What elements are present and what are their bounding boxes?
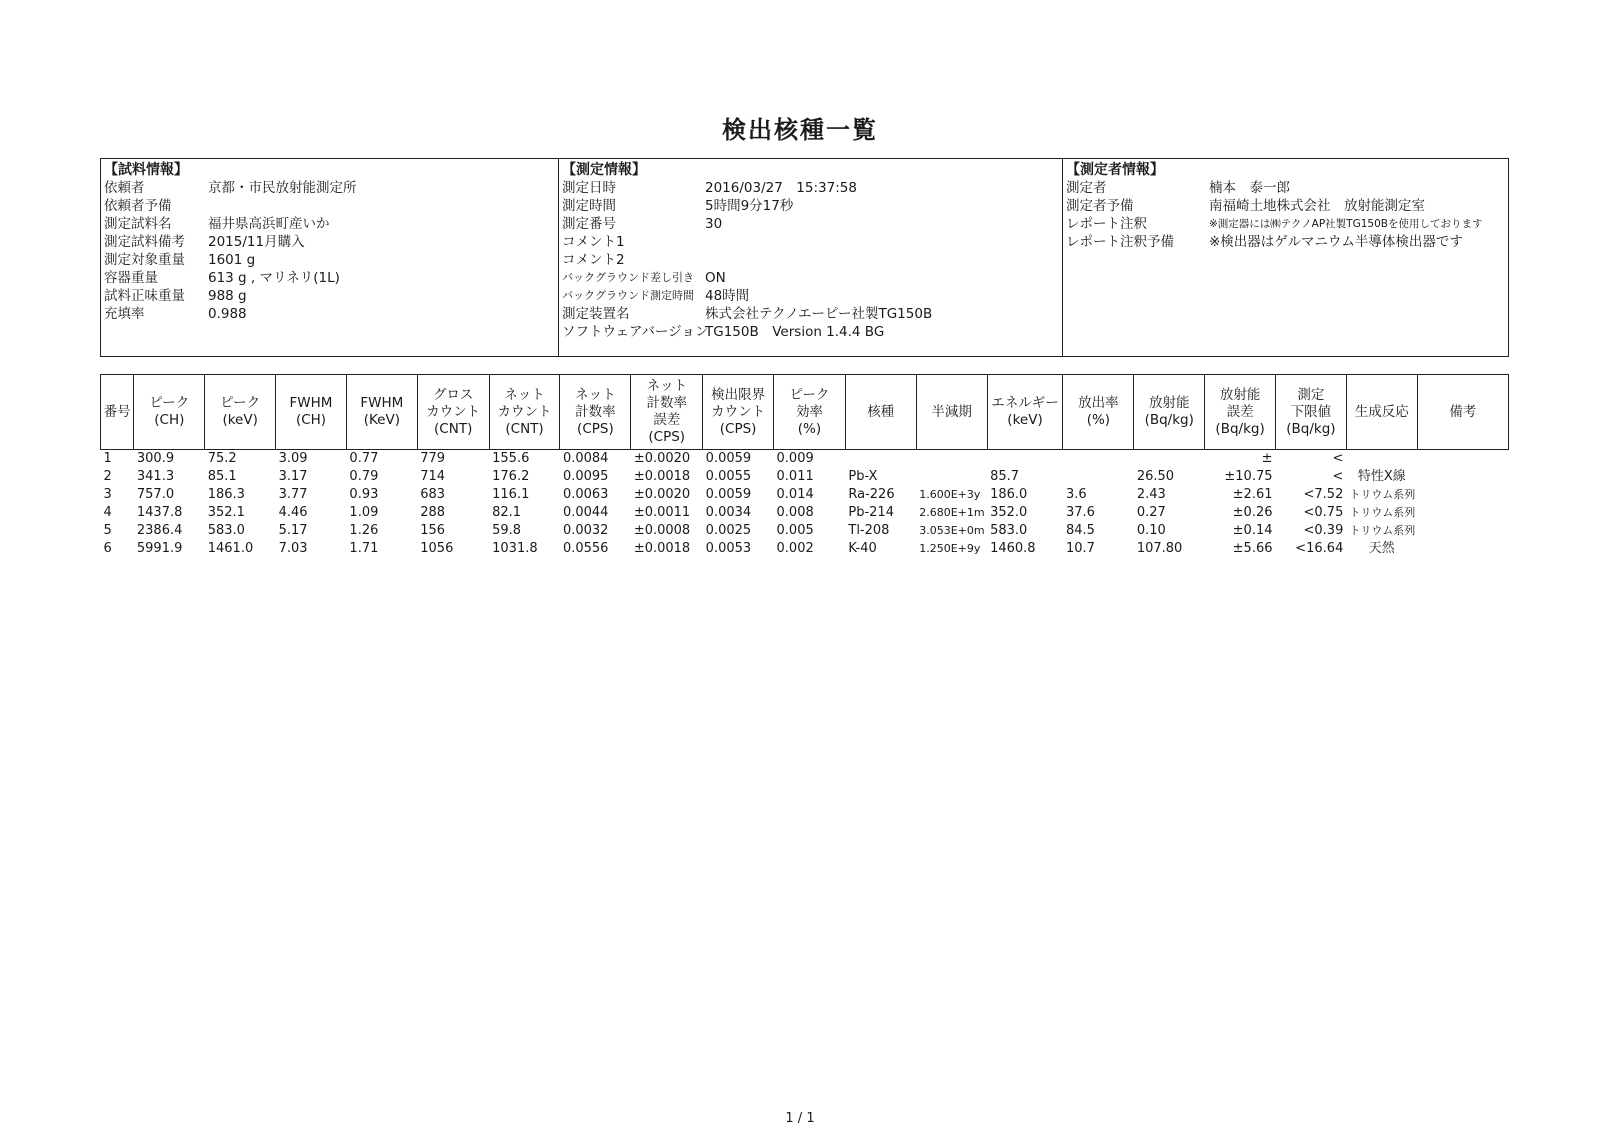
operator-info-heading: 【測定者情報】 (1066, 162, 1164, 178)
column-header: FWHM (CH) (276, 375, 347, 450)
nuclide-table (100, 374, 1509, 558)
field-value: 南福崎土地株式会社 放射能測定室 (1209, 198, 1425, 214)
table-cell (1417, 540, 1508, 558)
table-cell: 4 (103, 505, 112, 520)
table-cell: ±0.0011 (633, 505, 691, 520)
field-value: ※検出器はゲルマニウム半導体検出器です (1209, 234, 1463, 250)
table-cell: トリウム系列 (1349, 506, 1416, 519)
field-value: 株式会社テクノエーピー社製TG150B (705, 306, 933, 322)
field-value: 988 g (208, 288, 247, 304)
page-title: 検出核種一覧 (722, 116, 878, 144)
table-cell: 1.26 (349, 523, 379, 538)
table-cell: 7.03 (278, 541, 308, 556)
sample-info-row (104, 305, 555, 323)
table-cell: 0.0044 (562, 505, 609, 520)
table-cell: 156 (420, 523, 446, 538)
field-value: 福井県高浜町産いか (208, 216, 330, 232)
table-cell: 300.9 (136, 451, 175, 466)
measurement-info-section (558, 159, 1062, 356)
table-cell: 1460.8 (990, 541, 1036, 556)
table-row (101, 486, 1509, 504)
table-cell: ±0.0018 (633, 541, 691, 556)
measurement-info-row (562, 197, 1059, 215)
table-cell: <0.75 (1303, 505, 1344, 520)
measurement-info-row (562, 323, 1059, 341)
field-value: TG150B Version 1.4.4 BG (705, 324, 885, 340)
table-cell: 683 (420, 487, 446, 502)
column-header: ネット 計数率 誤差 (CPS) (631, 375, 703, 450)
field-label: 依頼者 (104, 180, 145, 196)
table-cell: 3.053E+0m (919, 524, 985, 537)
table-cell: 0.93 (349, 487, 379, 502)
field-value: 613 g , マリネリ(1L) (208, 270, 340, 286)
table-cell (1417, 504, 1508, 522)
table-cell (1063, 450, 1134, 469)
table-cell: トリウム系列 (1349, 488, 1416, 501)
column-header: 放射能 誤差 (Bq/kg) (1205, 375, 1276, 450)
field-label: 測定者予備 (1066, 198, 1134, 214)
table-cell: Tl-208 (848, 523, 890, 538)
table-cell: 84.5 (1065, 523, 1095, 538)
table-cell: 0.002 (776, 541, 814, 556)
table-cell: ±0.0018 (633, 469, 691, 484)
measurement-info-heading: 【測定情報】 (562, 162, 646, 178)
operator-info-row (1066, 233, 1505, 251)
table-cell: 714 (420, 469, 446, 484)
field-value: 1601 g (208, 252, 256, 268)
table-cell: 3.17 (278, 469, 308, 484)
field-label: 測定対象重量 (104, 252, 185, 268)
table-cell: 0.0556 (562, 541, 609, 556)
table-cell: 186.0 (990, 487, 1028, 502)
table-cell: 1.600E+3y (919, 488, 981, 501)
table-cell: ±0.0020 (633, 487, 691, 502)
operator-info-rows (1066, 179, 1505, 251)
table-row (101, 468, 1509, 486)
table-cell: 0.005 (776, 523, 814, 538)
column-header: 番号 (101, 375, 134, 450)
table-cell: 107.80 (1136, 541, 1183, 556)
sample-info-rows (104, 179, 555, 323)
field-label: 測定時間 (562, 198, 616, 214)
table-cell: 1437.8 (136, 505, 183, 520)
table-cell: 0.014 (776, 487, 814, 502)
table-cell: 特性X線 (1357, 469, 1406, 484)
column-header: ピーク (CH) (134, 375, 205, 450)
measurement-info-row (562, 215, 1059, 233)
table-cell: 0.0059 (705, 451, 752, 466)
table-cell: 288 (420, 505, 446, 520)
column-header: エネルギー (keV) (987, 375, 1063, 450)
table-cell: 3 (103, 487, 112, 502)
table-cell: 3.6 (1065, 487, 1087, 502)
table-cell: 0.0025 (705, 523, 752, 538)
column-header: 放出率 (%) (1063, 375, 1134, 450)
table-cell: 0.0084 (562, 451, 609, 466)
sample-info-row (104, 233, 555, 251)
table-cell: 1.09 (349, 505, 379, 520)
table-cell: ±0.0008 (633, 523, 691, 538)
sample-info-row (104, 197, 555, 215)
table-cell (1417, 450, 1508, 469)
table-cell: 0.0063 (562, 487, 609, 502)
column-header: グロス カウント (CNT) (417, 375, 489, 450)
field-label: バックグラウンド差し引き (562, 271, 694, 284)
field-value: 2016/03/27 15:37:58 (705, 180, 857, 196)
page-number: 1 / 1 (785, 1111, 815, 1126)
column-header: ピーク (keV) (205, 375, 276, 450)
field-value: 楠本 泰一郎 (1209, 180, 1290, 196)
table-cell: 0.0055 (705, 469, 752, 484)
measurement-info-rows (562, 179, 1059, 341)
operator-info-section (1062, 159, 1508, 356)
table-cell: 0.77 (349, 451, 379, 466)
field-label: バックグラウンド測定時間 (562, 289, 694, 302)
table-cell: 1 (103, 451, 112, 466)
table-cell: 6 (103, 541, 112, 556)
table-cell: 757.0 (136, 487, 175, 502)
field-label: コメント2 (562, 252, 625, 268)
table-cell: 341.3 (136, 469, 175, 484)
table-cell: 0.011 (776, 469, 814, 484)
table-cell: 0.0059 (705, 487, 752, 502)
field-value: 30 (705, 216, 723, 232)
field-value: 2015/11月購入 (208, 234, 305, 250)
operator-info-row (1066, 197, 1505, 215)
table-cell (1134, 450, 1205, 469)
field-label: コメント1 (562, 234, 625, 250)
sample-info-row (104, 287, 555, 305)
field-label: 測定試料名 (104, 216, 172, 232)
table-cell (1417, 468, 1508, 486)
table-cell: 85.7 (990, 469, 1020, 484)
table-cell: 26.50 (1136, 469, 1175, 484)
table-cell: 352.0 (990, 505, 1028, 520)
sample-info-row (104, 251, 555, 269)
table-row (101, 522, 1509, 540)
field-label: レポート注釈予備 (1066, 234, 1174, 250)
measurement-info-row (562, 269, 1059, 287)
table-cell: トリウム系列 (1349, 524, 1416, 537)
table-cell: ±0.0020 (633, 451, 691, 466)
table-cell: 176.2 (492, 469, 530, 484)
table-cell (1417, 522, 1508, 540)
table-cell (916, 450, 987, 469)
table-cell: < (1332, 451, 1344, 466)
field-label: 容器重量 (104, 270, 158, 286)
table-cell: 4.46 (278, 505, 308, 520)
table-cell: 1056 (420, 541, 454, 556)
table-header-row (101, 375, 1509, 450)
table-row (101, 504, 1509, 522)
table-cell: <0.39 (1303, 523, 1344, 538)
table-cell: 75.2 (207, 451, 237, 466)
column-header: FWHM (KeV) (346, 375, 417, 450)
column-header: 備考 (1417, 375, 1508, 450)
table-cell: 0.10 (1136, 523, 1166, 538)
column-header: 検出限界 カウント (CPS) (703, 375, 774, 450)
operator-info-row (1066, 215, 1505, 233)
table-cell: 2386.4 (136, 523, 183, 538)
table-cell: 5.17 (278, 523, 308, 538)
table-cell: 0.79 (349, 469, 379, 484)
table-cell: 352.1 (207, 505, 245, 520)
sample-info-heading: 【試料情報】 (104, 162, 188, 178)
measurement-info-row (562, 233, 1059, 251)
column-header: ネット カウント (CNT) (489, 375, 560, 450)
table-body (101, 450, 1509, 559)
table-cell: 583.0 (207, 523, 245, 538)
field-label: 測定者 (1066, 180, 1107, 196)
table-cell: 2.680E+1m (919, 506, 985, 519)
table-cell: ±2.61 (1232, 487, 1273, 502)
field-label: 充填率 (104, 306, 145, 322)
field-label: 測定番号 (562, 216, 616, 232)
table-cell: 0.0032 (562, 523, 609, 538)
measurement-info-row (562, 251, 1059, 269)
sample-info-row (104, 269, 555, 287)
table-cell: K-40 (848, 541, 877, 556)
field-label: レポート注釈 (1066, 216, 1147, 232)
sample-info-row (104, 215, 555, 233)
table-cell: 0.0053 (705, 541, 752, 556)
table-row (101, 450, 1509, 469)
table-cell: 5991.9 (136, 541, 183, 556)
measurement-info-row (562, 305, 1059, 323)
table-cell: 116.1 (492, 487, 530, 502)
sample-info-row (104, 179, 555, 197)
table-cell: 779 (420, 451, 446, 466)
table-cell: 2.43 (1136, 487, 1166, 502)
table-cell: ±5.66 (1232, 541, 1273, 556)
table-cell (916, 468, 987, 486)
table-cell: 3.09 (278, 451, 308, 466)
column-header: 半減期 (916, 375, 987, 450)
table-cell (1346, 450, 1417, 469)
field-label: ソフトウェアバージョン (562, 324, 709, 340)
field-label: 測定試料備考 (104, 234, 185, 250)
table-cell: 0.0095 (562, 469, 609, 484)
table-cell: 82.1 (492, 505, 522, 520)
field-label: 試料正味重量 (104, 288, 185, 304)
table-row (101, 540, 1509, 558)
column-header: 放射能 (Bq/kg) (1134, 375, 1205, 450)
table-cell: Pb-X (848, 469, 878, 484)
table-cell: ±10.75 (1224, 469, 1273, 484)
table-cell: 186.3 (207, 487, 245, 502)
field-value: 48時間 (705, 288, 750, 304)
table-cell: 1.71 (349, 541, 379, 556)
table-cell: 5 (103, 523, 112, 538)
table-cell: 3.77 (278, 487, 308, 502)
table-cell: ±0.14 (1232, 523, 1273, 538)
table-cell: 0.009 (776, 451, 814, 466)
column-header: 測定 下限値 (Bq/kg) (1276, 375, 1347, 450)
table-cell (1063, 468, 1134, 486)
field-value: ON (705, 270, 726, 286)
column-header: 核種 (845, 375, 916, 450)
table-cell: 0.0034 (705, 505, 752, 520)
operator-info-row (1066, 179, 1505, 197)
column-header: 生成反応 (1346, 375, 1417, 450)
table-cell: 155.6 (492, 451, 530, 466)
table-cell (1417, 486, 1508, 504)
table-cell: 583.0 (990, 523, 1028, 538)
table-cell: 1.250E+9y (919, 542, 981, 555)
table-cell: ± (1261, 451, 1273, 466)
field-value: 5時間9分17秒 (705, 198, 794, 214)
field-label: 測定装置名 (562, 306, 630, 322)
sample-info-section (101, 159, 558, 356)
table-cell: Ra-226 (848, 487, 895, 502)
field-label: 測定日時 (562, 180, 616, 196)
measurement-info-row (562, 179, 1059, 197)
column-header: ネット 計数率 (CPS) (560, 375, 631, 450)
table-cell: < (1332, 469, 1344, 484)
table-cell: 85.1 (207, 469, 237, 484)
table-cell: 10.7 (1065, 541, 1095, 556)
table-cell: Pb-214 (848, 505, 894, 520)
table-cell (987, 450, 1063, 469)
column-header: ピーク 効率 (%) (774, 375, 846, 450)
table-cell: 1031.8 (492, 541, 538, 556)
table-cell: 1461.0 (207, 541, 254, 556)
field-value: 京都・市民放射能測定所 (208, 180, 357, 196)
table-cell: 37.6 (1065, 505, 1095, 520)
table-cell (845, 450, 916, 469)
table-cell: 2 (103, 469, 112, 484)
table-cell: <16.64 (1295, 541, 1344, 556)
field-value: 0.988 (208, 306, 247, 322)
table-cell: ±0.26 (1232, 505, 1273, 520)
table-cell: 59.8 (492, 523, 522, 538)
field-label: 依頼者予備 (104, 198, 172, 214)
field-value: ※測定器には㈱テクノAP社製TG150Bを使用しております (1209, 218, 1483, 230)
info-panel (100, 158, 1509, 357)
table-cell: 0.008 (776, 505, 814, 520)
table-cell: 天然 (1368, 541, 1395, 556)
measurement-info-row (562, 287, 1059, 305)
table-cell: 0.27 (1136, 505, 1166, 520)
table-cell: <7.52 (1303, 487, 1344, 502)
